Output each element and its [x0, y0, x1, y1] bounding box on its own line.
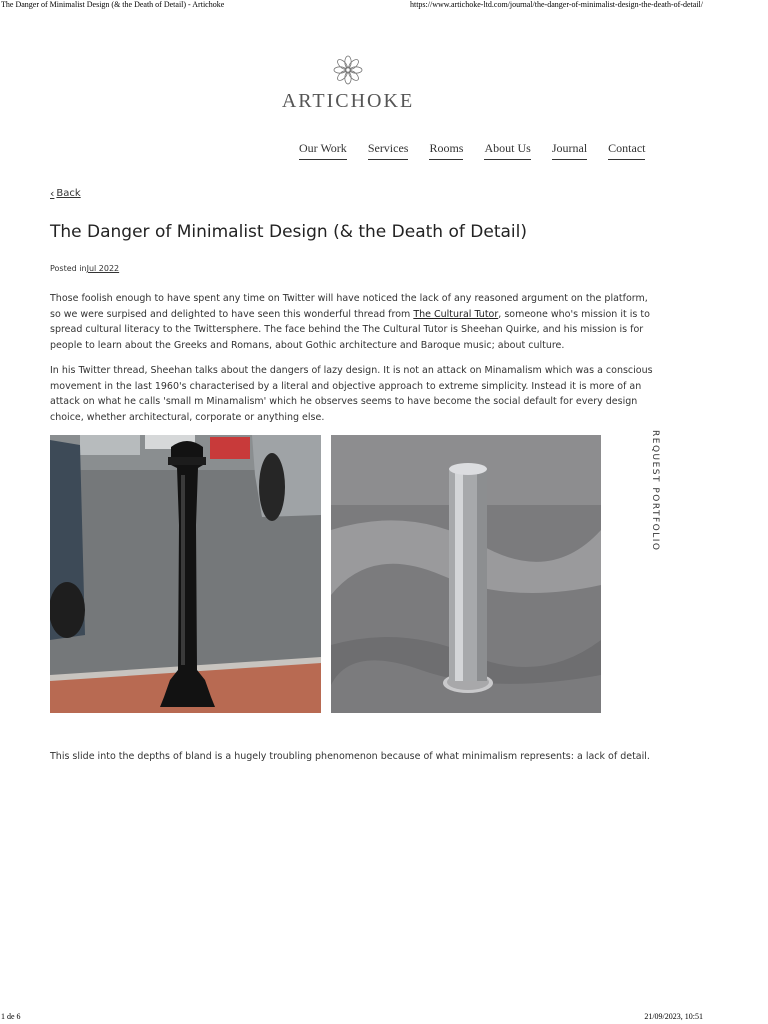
artichoke-flower-icon: [332, 54, 364, 86]
print-header: [0, 0, 768, 10]
chevron-left-icon: ‹: [50, 187, 55, 200]
article-paragraph-2: In his Twitter thread, Sheehan talks about the dangers of lazy design. It is not an attack on Minamalism which was a conscious movement in the last 1960's characterised by a literal and objective approach to extreme simplicity. Instead it is more of an attack on what he calls 'small m Minamalism' which he observes seems to have become the social default for every design choice, whether architectural, corporate or anything else.: [50, 365, 653, 423]
main-nav: [299, 141, 645, 160]
posted-date-link[interactable]: Jul 2022: [86, 264, 120, 273]
black-bollard-photo: [50, 435, 321, 713]
site-logo[interactable]: [268, 54, 428, 113]
steel-bollard-photo: [331, 435, 601, 713]
print-page-number: 1 de 6: [1, 1012, 21, 1021]
request-portfolio-button[interactable]: REQUEST PORTFOLIO: [650, 430, 660, 552]
nav-rooms[interactable]: Rooms: [429, 141, 463, 160]
article-paragraph-3: This slide into the depths of bland is a hugely troubling phenomenon because of what minimalism represents: a lack of detail.: [50, 751, 650, 762]
print-datetime: 21/09/2023, 10:51: [644, 1012, 703, 1021]
p1-text-after: , someone who's mission it is to spread cultural literacy to the Twittersphere. The face behind the The Cultural Tutor is Sheehan Quirke, and his mission is for people to learn about the Greeks and Romans, about Gothic architecture and Baroque music; about culture.: [50, 308, 650, 351]
print-page-title: The Danger of Minimalist Design (& the Death of Detail) - Artichoke: [1, 0, 225, 9]
nav-services[interactable]: Services: [368, 141, 409, 160]
cultural-tutor-link[interactable]: The Cultural Tutor: [413, 308, 499, 320]
back-link[interactable]: [50, 187, 81, 200]
nav-contact[interactable]: Contact: [608, 141, 645, 160]
print-page-url: https://www.artichoke-ltd.com/journal/the-danger-of-minimalist-design-the-death-of-detail/: [409, 0, 703, 9]
posted-meta: [50, 264, 119, 273]
back-label: Back: [56, 188, 81, 199]
logo-wordmark: ARTICHOKE: [281, 90, 415, 112]
nav-about-us[interactable]: About Us: [484, 141, 530, 160]
nav-our-work[interactable]: Our Work: [299, 141, 347, 160]
article-paragraph-1: [50, 291, 658, 353]
posted-prefix: Posted in: [50, 264, 87, 273]
nav-journal[interactable]: Journal: [552, 141, 587, 160]
p1-text-before: Those foolish enough to have spent any time on Twitter will have noticed the lack of any reasoned argument on the platform, so we were surpised and delighted to have seen this wonderful thread from: [50, 293, 648, 320]
print-footer: [0, 1012, 768, 1024]
article-title: The Danger of Minimalist Design (& the Death of Detail): [50, 222, 527, 242]
